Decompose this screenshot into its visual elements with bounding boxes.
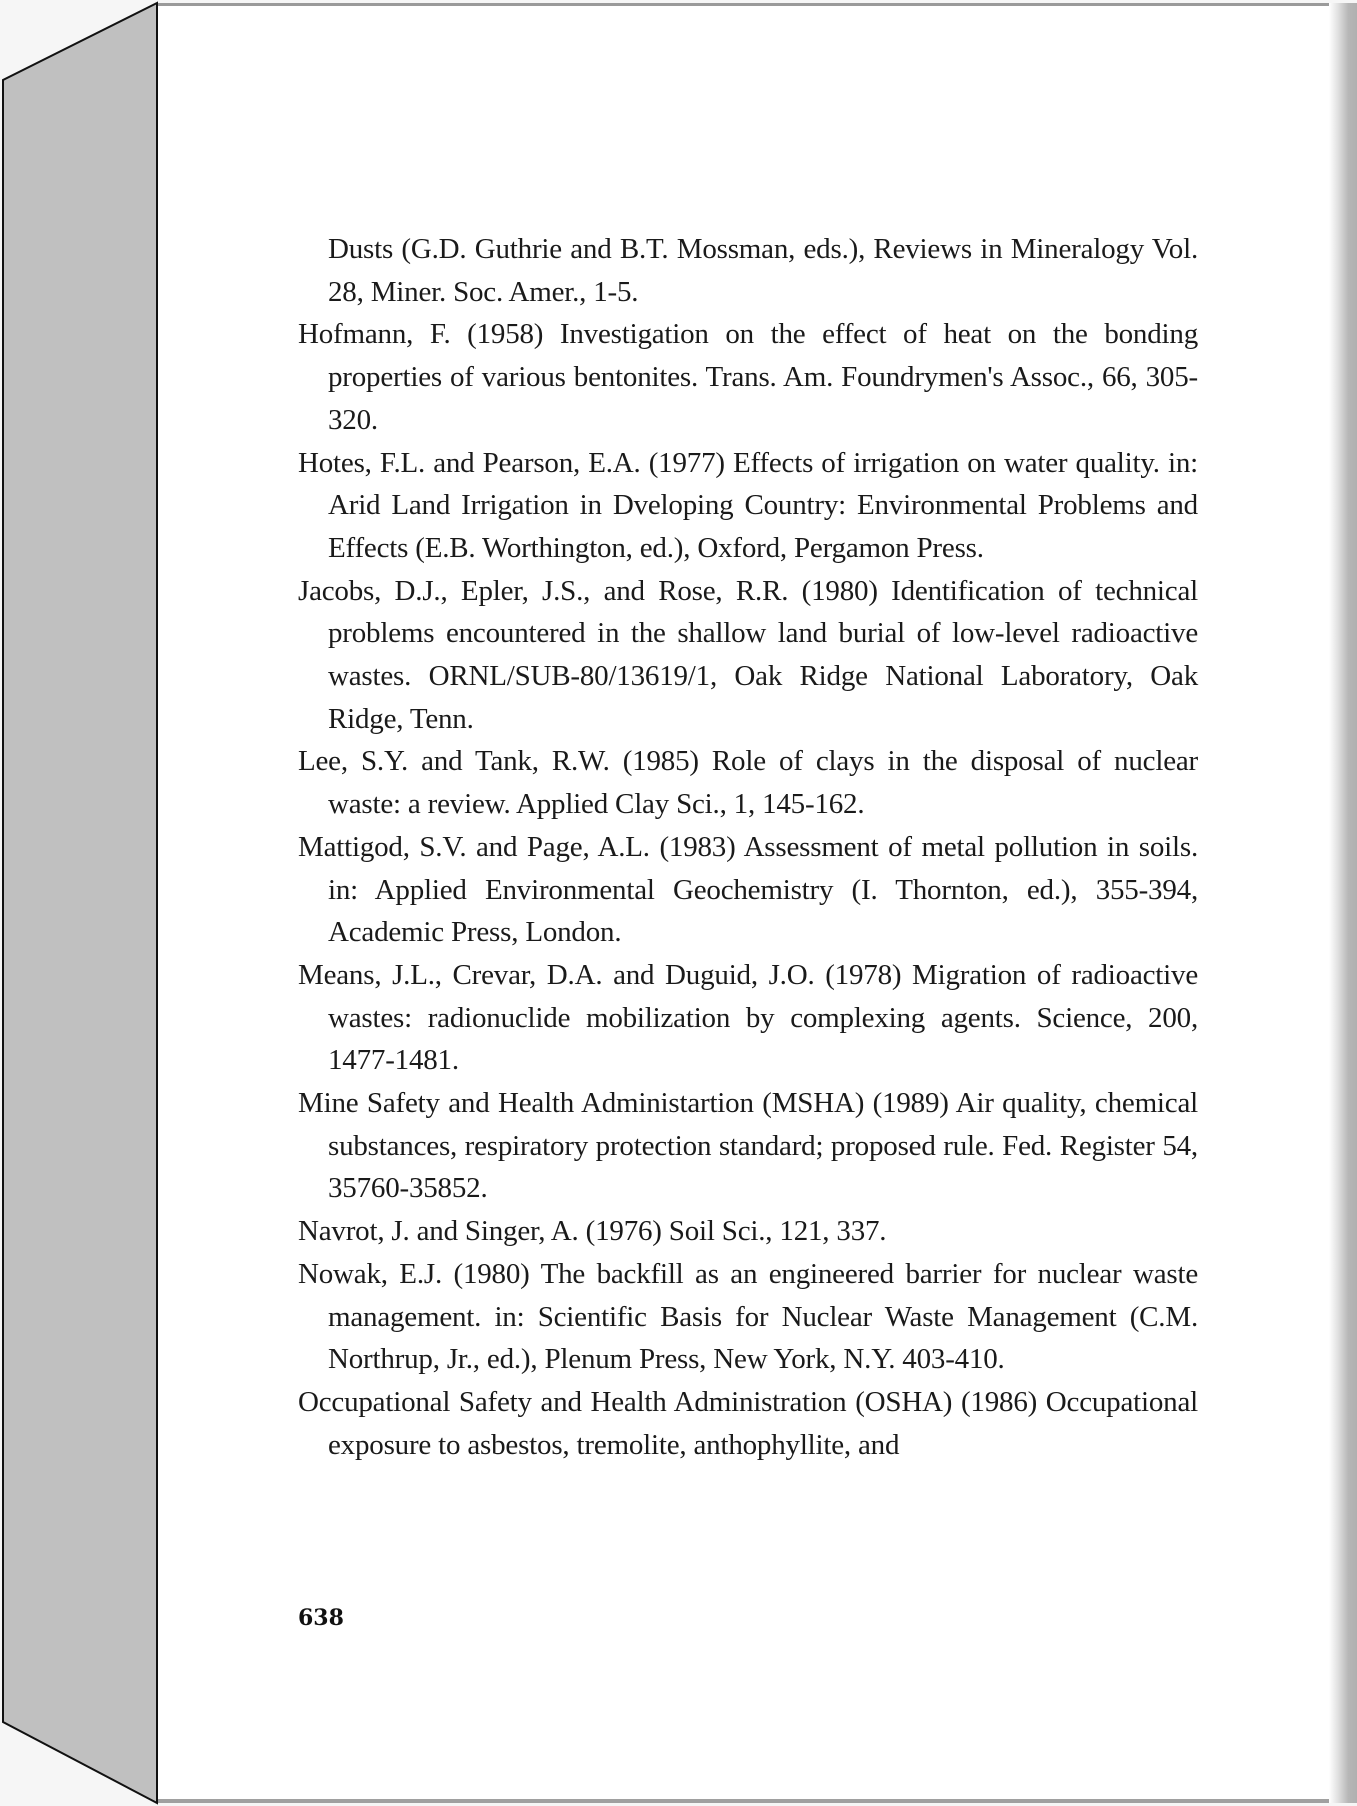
reference-item: Navrot, J. and Singer, A. (1976) Soil Sci., 121, 337. [298,1215,887,1248]
page-left-edge [156,3,158,1803]
page-right-shadow [1329,3,1357,1803]
page-number: 638 [298,1605,344,1631]
reference-item: Means, J.L., Crevar, D.A. and Duguid, J.O. (1978) Migration of radioactive wastes: radionuclide mobilization by complexing agents. Science, 200, 1477-1481. [298,958,1198,1077]
reference-item: Nowak, E.J. (1980) The backfill as an engineered barrier for nuclear waste management. in: Scientific Basis for Nuclear Waste Management (C.M. Northrup, Jr., ed.), Plenum Press, New York, N.Y. 403-410. [298,1257,1198,1376]
reference-item: Occupational Safety and Health Administration (OSHA) (1986) Occupational exposure to asbestos, tremolite, anthophyllite, and [298,1385,1198,1461]
reference-list [298,228,1198,1466]
reference-item: Hotes, F.L. and Pearson, E.A. (1977) Effects of irrigation on water quality. in: Arid Land Irrigation in Dveloping Country: Environmental Problems and Effects (E.B. Worthington, ed.), Oxford, Pergamon Press. [298,446,1198,564]
reference-item: Jacobs, D.J., Epler, J.S., and Rose, R.R. (1980) Identification of technical problems encountered in the shallow land burial of low-level radioactive wastes. ORNL/SUB-80/13619/1, Oak Ridge National Laboratory, Oak Ridge, Tenn. [298,574,1198,735]
book-spine [0,0,160,1806]
reference-item: Lee, S.Y. and Tank, R.W. (1985) Role of clays in the disposal of nuclear waste: a review. Applied Clay Sci., 1, 145-162. [298,745,1198,821]
reference-item: Mine Safety and Health Administartion (MSHA) (1989) Air quality, chemical substances, respiratory protection standard; proposed rule. Fed. Register 54, 35760-35852. [298,1087,1198,1205]
reference-item: Mattigod, S.V. and Page, A.L. (1983) Assessment of metal pollution in soils. in: Applied Environmental Geochemistry (I. Thornton, ed.), 355-394, Academic Press, London. [298,830,1198,949]
reference-item: Dusts (G.D. Guthrie and B.T. Mossman, eds.), Reviews in Mineralogy Vol. 28, Miner. Soc. Amer., 1-5. [328,233,1198,308]
reference-item: Hofmann, F. (1958) Investigation on the effect of heat on the bonding properties of various bentonites. Trans. Am. Foundrymen's Assoc., 66, 305-320. [298,318,1198,436]
